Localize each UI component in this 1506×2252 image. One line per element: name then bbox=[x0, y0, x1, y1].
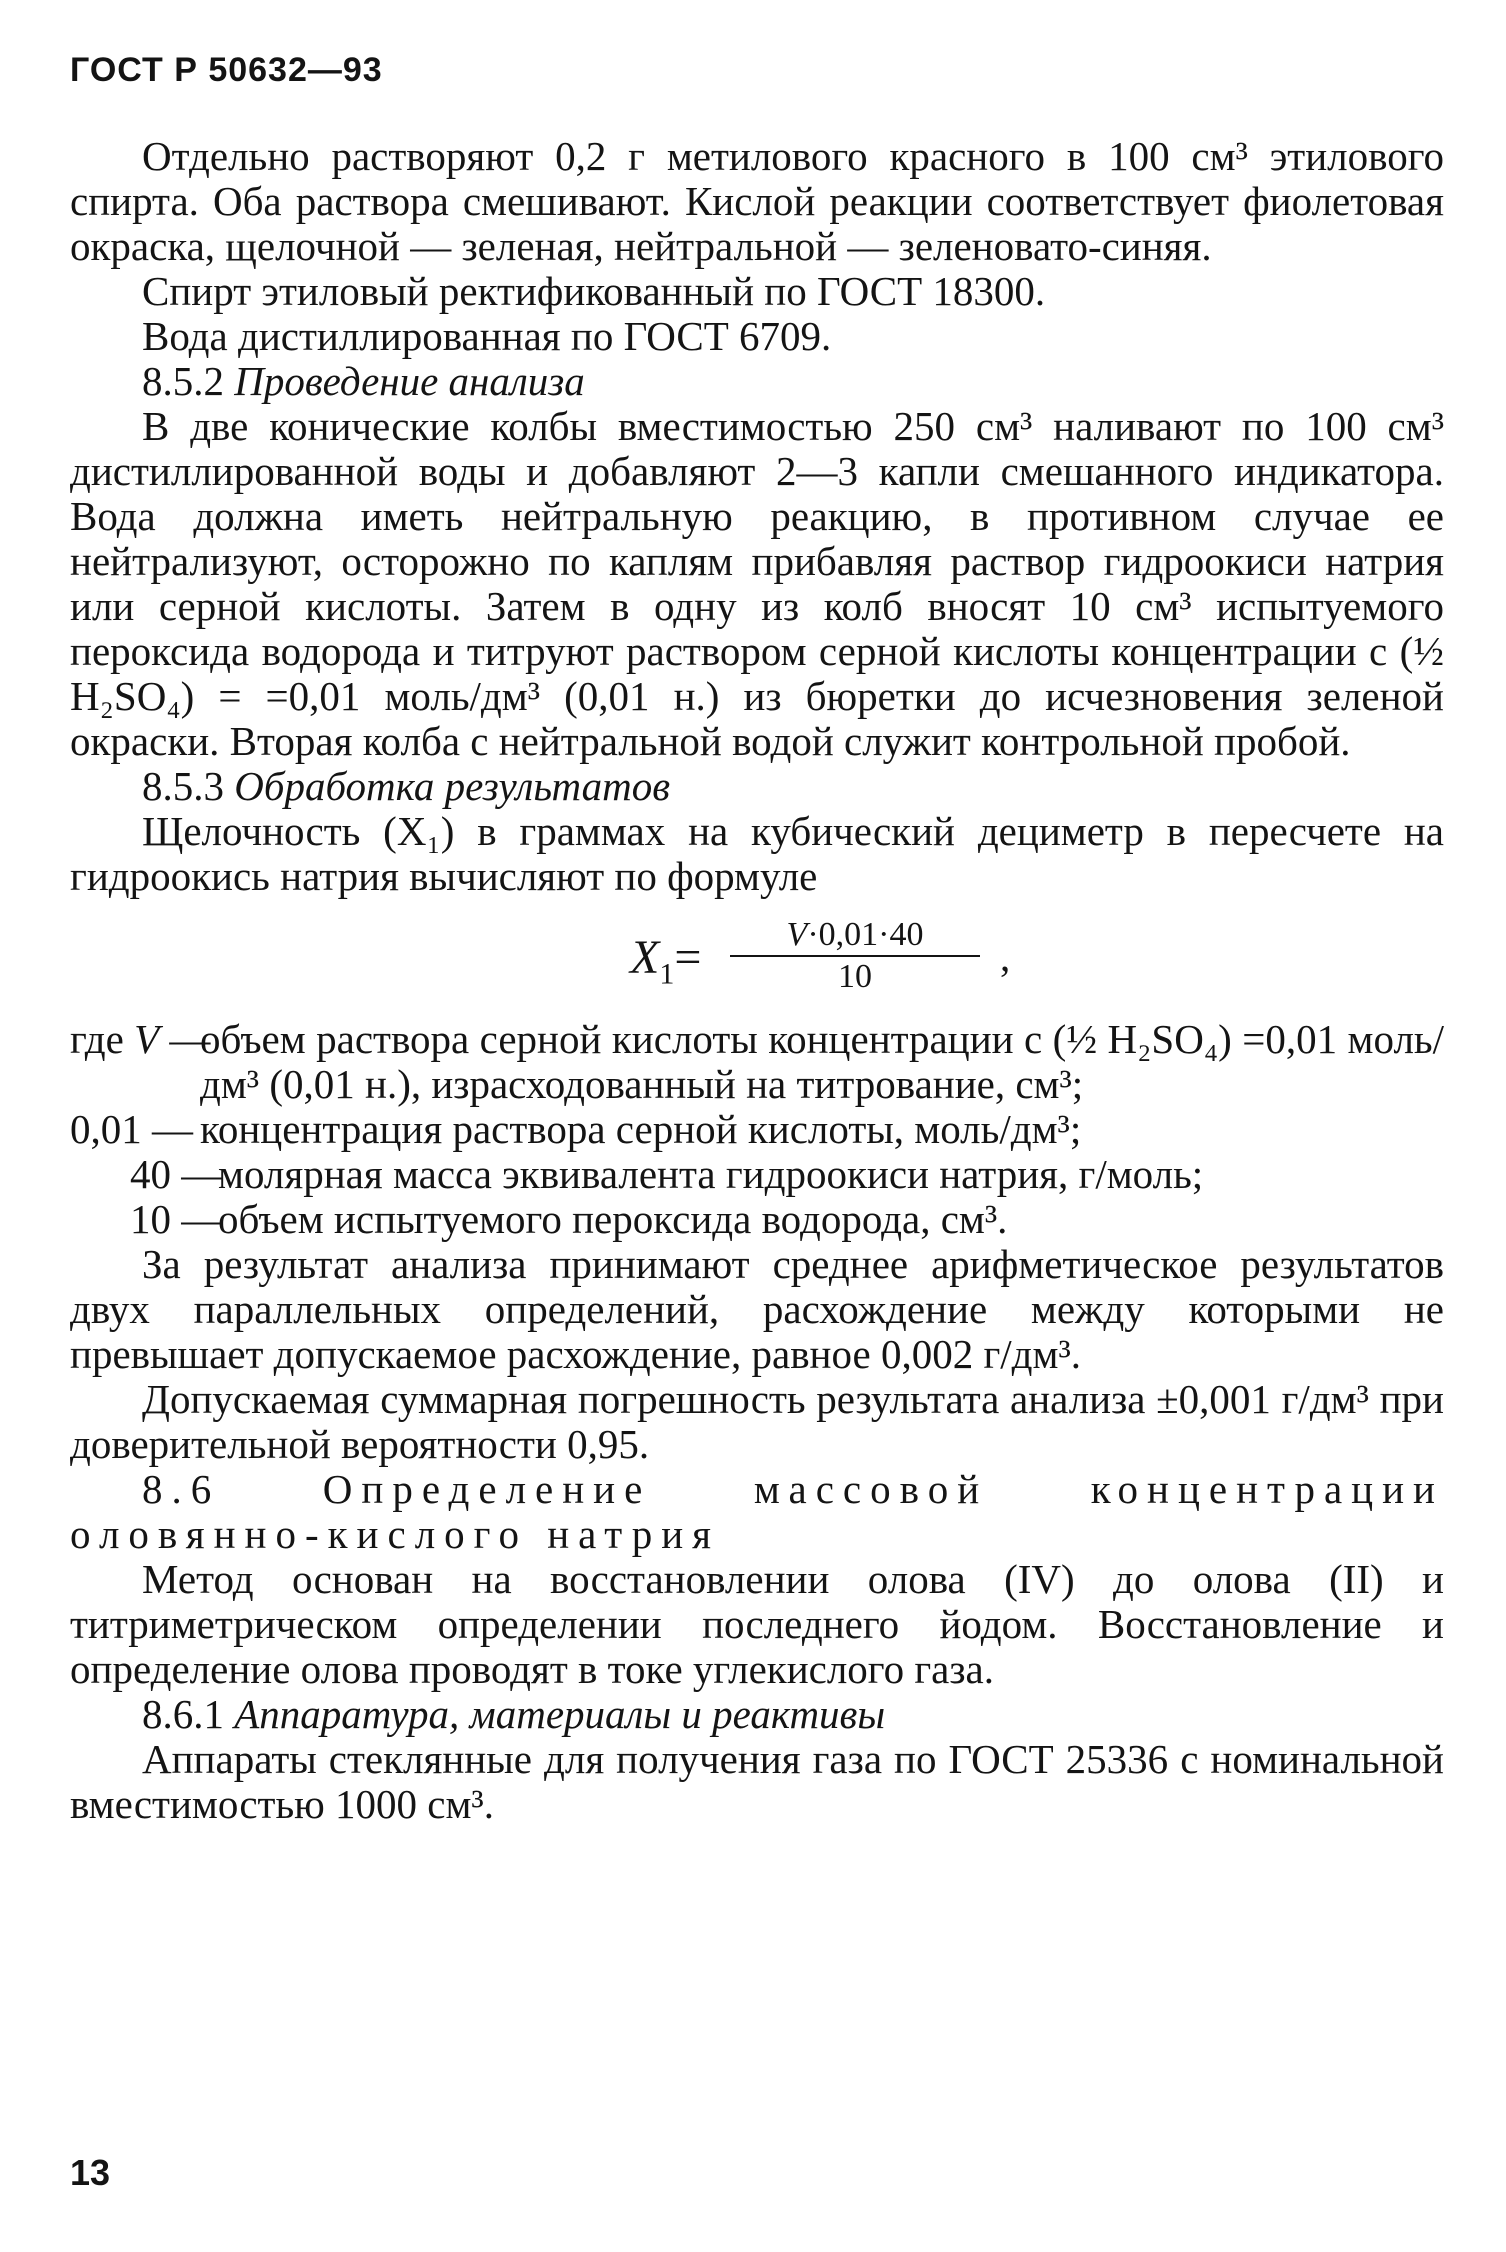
formula-comma: , bbox=[1000, 934, 1011, 980]
formula-fraction bbox=[730, 915, 980, 997]
paragraph-method: Метод основан на восстановлении олова (IV) до олова (II) и титриметрическом определении последнего йодом. Восстановление и определение олова проводят в токе углекислого газа. bbox=[70, 1556, 1444, 1692]
section-number: 8.5.3 bbox=[142, 763, 224, 809]
paragraph-indicator: Отдельно растворяют 0,2 г метилового красного в 100 см³ этилового спирта. Оба раствора смешивают. Кислой реакции соответствует фиолетовая окраска, щелочной — зеленая, нейтральной — зеленовато-синяя. bbox=[70, 133, 1444, 269]
section-heading-8-5-2 bbox=[70, 359, 1444, 404]
section-number: 8.5.2 bbox=[142, 358, 224, 404]
definition-term: V bbox=[134, 1016, 160, 1062]
definition-term: 10 bbox=[130, 1196, 171, 1242]
document-body bbox=[70, 134, 1444, 1827]
section-title: Аппаратура, материалы и реактивы bbox=[234, 1691, 886, 1737]
definition-text: молярная масса эквивалента гидроокиси натрия, г/моль; bbox=[218, 1151, 1204, 1197]
formula-numerator: V·0,01·40 bbox=[730, 915, 980, 957]
page-number: 13 bbox=[70, 2152, 111, 2193]
section-number: 8.6.1 bbox=[142, 1691, 224, 1737]
paragraph-result: За результат анализа принимают среднее арифметическое результатов двух параллельных определений, расхождение между которыми не превышает допускаемое расхождение, равное 0,002 г/дм³. bbox=[70, 1241, 1444, 1377]
definition-row: 40 — молярная масса эквивалента гидроокиси натрия, г/моль; bbox=[70, 1152, 1444, 1197]
section-heading-8-5-3 bbox=[70, 764, 1444, 809]
where-label: где bbox=[70, 1016, 124, 1062]
formula-lhs: $X_1=$ bbox=[630, 931, 702, 991]
section-heading-8-6: 8.6 Определение массовой концентрации оловянно-кислого натрия bbox=[70, 1466, 1444, 1557]
formula-denominator: 10 bbox=[838, 958, 872, 995]
paragraph-alkalinity: Щелочность (X₁) в граммах на кубический дециметр в пересчете на гидроокись натрия вычисляют по формуле bbox=[70, 808, 1444, 899]
definition-row: 0,01 — концентрация раствора серной кислоты, моль/дм³; bbox=[70, 1107, 1444, 1152]
alkalinity-formula bbox=[70, 899, 1444, 1017]
definition-row: где V — объем раствора серной кислоты концентрации с (½ H₂SO₄) =0,01 моль/дм³ (0,01 н.), израсходованный на титрование, см³; bbox=[70, 1016, 1444, 1107]
section-title: Проведение анализа bbox=[234, 358, 585, 404]
paragraph-error: Допускаемая суммарная погрешность результата анализа ±0,001 г/дм³ при доверительной вероятности 0,95. bbox=[70, 1376, 1444, 1467]
paragraph-ethanol: Спирт этиловый ректификованный по ГОСТ 18300. bbox=[142, 268, 1046, 314]
section-heading-8-6-1 bbox=[70, 1692, 1444, 1737]
standard-header: ГОСТ Р 50632—93 bbox=[70, 51, 383, 89]
definition-row: 10 — объем испытуемого пероксида водорода, см³. bbox=[70, 1197, 1444, 1242]
definition-term: 40 bbox=[130, 1151, 171, 1197]
paragraph-water: Вода дистиллированная по ГОСТ 6709. bbox=[142, 313, 832, 359]
definition-term: 0,01 bbox=[70, 1106, 142, 1152]
paragraph-apparatus: Аппараты стеклянные для получения газа по ГОСТ 25336 с номинальной вместимостью 1000 см³. bbox=[70, 1736, 1444, 1827]
section-title: Обработка результатов bbox=[234, 763, 671, 809]
paragraph-procedure: В две конические колбы вместимостью 250 см³ наливают по 100 см³ дистиллированной воды и добавляют 2—3 капли смешанного индикатора. Вода должна иметь нейтральную реакцию, в противном случае ее нейтрализуют, осторожно по каплям прибавляя раствор гидроокиси натрия или серной кислоты. Затем в одну из колб вносят 10 см³ испытуемого пероксида водорода и титруют раствором серной кислоты концентрации с (½ H₂SO₄) = =0,01 моль/дм³ (0,01 н.) из бюретки до исчезновения зеленой окраски. Вторая колба с нейтральной водой служит контрольной пробой. bbox=[70, 403, 1444, 764]
definition-text: концентрация раствора серной кислоты, моль/дм³; bbox=[200, 1106, 1082, 1152]
definition-text: объем испытуемого пероксида водорода, см³. bbox=[218, 1196, 1008, 1242]
definition-text: объем раствора серной кислоты концентрации с (½ H₂SO₄) =0,01 моль/дм³ (0,01 н.), израсходованный на титрование, см³; bbox=[200, 1016, 1444, 1107]
